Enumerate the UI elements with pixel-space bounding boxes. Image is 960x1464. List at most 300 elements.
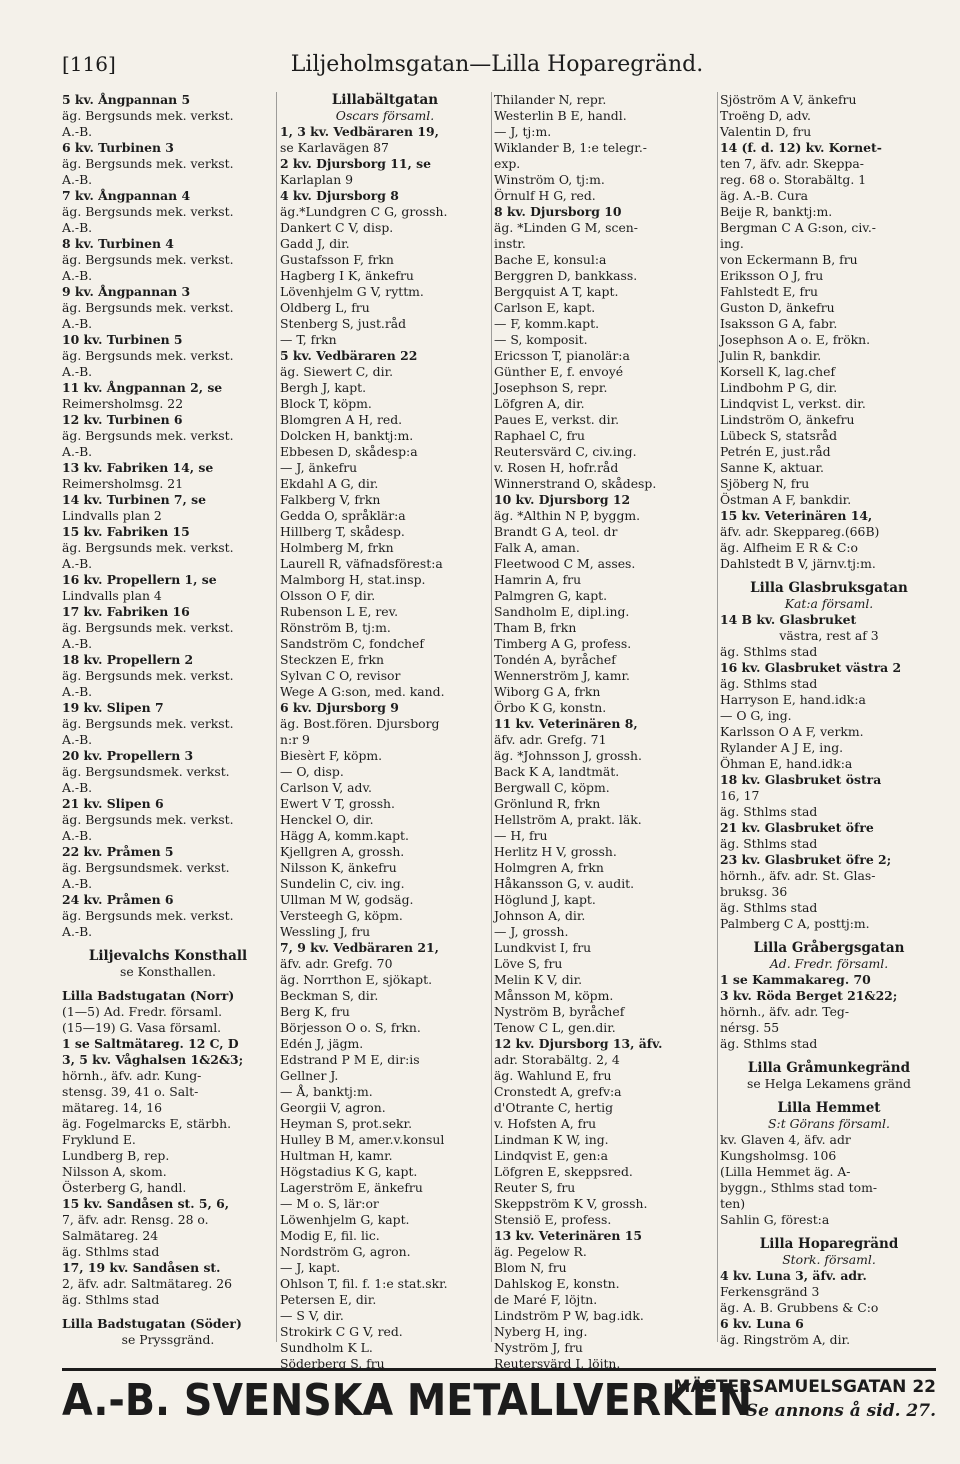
directory-entry: Herlitz H V, grossh.: [494, 844, 617, 859]
directory-entry: Grönlund R, frkn: [494, 796, 601, 811]
directory-entry: 24 kv. Pråmen 6: [62, 892, 174, 907]
directory-entry: — H, fru: [494, 828, 548, 843]
directory-entry: mätareg. 14, 16: [62, 1100, 162, 1115]
directory-entry: Paues E, verkst. dir.: [494, 412, 620, 427]
directory-entry: Falk A, aman.: [494, 540, 580, 555]
directory-entry: Hillberg T, skådesp.: [280, 524, 405, 539]
column-2: [280, 92, 490, 1371]
spacer: [62, 1308, 274, 1316]
directory-entry: Löfgren E, skeppsred.: [494, 1164, 633, 1179]
directory-entry: 9 kv. Ångpannan 3: [62, 284, 191, 299]
directory-entry: Edstrand P M E, dir:is: [280, 1052, 420, 1067]
directory-entry: 14 (f. d. 12) kv. Kornet-: [720, 140, 882, 155]
directory-entry: Gustafsson F, frkn: [280, 252, 394, 267]
column-divider: [717, 92, 718, 1342]
directory-entry: Reuter S, fru: [494, 1180, 576, 1195]
spacer: [62, 980, 274, 988]
directory-entry: 7, äfv. adr. Rensg. 28 o.: [62, 1212, 209, 1227]
directory-entry: Rylander A J E, ing.: [720, 740, 844, 755]
directory-entry: Holmgren A, frkn: [494, 860, 604, 875]
directory-entry: Georgii V, agron.: [280, 1100, 386, 1115]
directory-entry: Ferkensgränd 3: [720, 1284, 820, 1299]
directory-entry: A.-B.: [62, 732, 93, 747]
column-3: [494, 92, 716, 1371]
directory-entry: Bergwall C, köpm.: [494, 780, 610, 795]
directory-entry: 6 kv. Turbinen 3: [62, 140, 174, 155]
spacer: [720, 1052, 938, 1060]
directory-entry: A.-B.: [62, 316, 93, 331]
directory-entry: Ullman M W, godsäg.: [280, 892, 414, 907]
directory-entry: 15 kv. Fabriken 15: [62, 524, 190, 539]
directory-entry: 6 kv. Luna 6: [720, 1316, 804, 1331]
directory-entry: Stenberg S, just.råd: [280, 316, 407, 331]
directory-entry: Sjöström A V, änkefru: [720, 92, 857, 107]
directory-entry: Winström O, tj:m.: [494, 172, 605, 187]
directory-entry: A.-B.: [62, 876, 93, 891]
directory-entry: von Eckermann B, fru: [720, 252, 858, 267]
directory-entry: Lilla Badstugatan (Söder): [62, 1316, 242, 1331]
directory-entry: 5 kv. Vedbäraren 22: [280, 348, 418, 363]
directory-entry: Beije R, banktj:m.: [720, 204, 833, 219]
spacer: [720, 932, 938, 940]
directory-entry: 3 kv. Röda Berget 21&22;: [720, 988, 898, 1003]
column-4: [720, 92, 938, 1347]
advert-address: MÄSTERSAMUELSGATAN 22: [673, 1377, 936, 1397]
directory-entry: Lundkvist I, fru: [494, 940, 592, 955]
directory-entry: äg. Sthlms stad: [720, 900, 818, 915]
directory-entry: 17, 19 kv. Sandåsen st.: [62, 1260, 221, 1275]
directory-entry: Ewert V T, grossh.: [280, 796, 395, 811]
directory-entry: Dolcken H, banktj:m.: [280, 428, 414, 443]
column-1: [62, 92, 274, 1347]
advertisement-banner: [62, 1368, 936, 1427]
directory-entry: Petersen E, dir.: [280, 1292, 377, 1307]
directory-entry: Hagberg I K, änkefru: [280, 268, 414, 283]
directory-entry: byggn., Sthlms stad tom-: [720, 1180, 878, 1195]
directory-entry: Wege A G:son, med. kand.: [280, 684, 445, 699]
directory-entry: Melin K V, dir.: [494, 972, 583, 987]
directory-entry: Back K A, landtmät.: [494, 764, 620, 779]
directory-entry: 6 kv. Djursborg 9: [280, 700, 399, 715]
directory-entry: äg. *Johnsson J, grossh.: [494, 748, 642, 763]
directory-entry: äg. Bergsunds mek. verkst.: [62, 108, 234, 123]
directory-entry: Salmätareg. 24: [62, 1228, 159, 1243]
directory-entry: Lindbohm P G, dir.: [720, 380, 838, 395]
directory-entry: Laurell R, väfnadsförest:a: [280, 556, 443, 571]
directory-entry: Strokirk C G V, red.: [280, 1324, 403, 1339]
directory-entry: Örnulf H G, red.: [494, 188, 596, 203]
directory-entry: Reimersholmsg. 21: [62, 476, 184, 491]
directory-entry: 1 se Saltmätareg. 12 C, D: [62, 1036, 239, 1051]
directory-entry: — S V, dir.: [280, 1308, 344, 1323]
directory-entry: ten 7, äfv. adr. Skeppa-: [720, 156, 864, 171]
directory-entry: äg. Sthlms stad: [720, 836, 818, 851]
directory-entry: Lundberg B, rep.: [62, 1148, 170, 1163]
directory-entry: 7 kv. Ångpannan 4: [62, 188, 191, 203]
directory-entry: instr.: [494, 236, 526, 251]
directory-entry: äg. Sthlms stad: [62, 1292, 160, 1307]
directory-entry: Sanne K, aktuar.: [720, 460, 824, 475]
directory-entry: Wennerström J, kamr.: [494, 668, 630, 683]
directory-entry: Nyström B, byråchef: [494, 1004, 625, 1019]
directory-entry: äg. Sthlms stad: [720, 1036, 818, 1051]
directory-entry: nérsg. 55: [720, 1020, 780, 1035]
directory-entry: Lindqvist E, gen:a: [494, 1148, 609, 1163]
spacer: [720, 1228, 938, 1236]
directory-entry: Block T, köpm.: [280, 396, 372, 411]
directory-entry: Sylvan C O, revisor: [280, 668, 401, 683]
directory-entry: Troëng D, adv.: [720, 108, 811, 123]
directory-entry: A.-B.: [62, 684, 93, 699]
directory-entry: Lindvalls plan 2: [62, 508, 162, 523]
directory-entry: Tenow C L, gen.dir.: [494, 1020, 616, 1035]
directory-entry: stensg. 39, 41 o. Salt-: [62, 1084, 199, 1099]
directory-entry: Nilsson A, skom.: [62, 1164, 167, 1179]
directory-entry: Raphael C, fru: [494, 428, 585, 443]
directory-entry: Kungsholmsg. 106: [720, 1148, 837, 1163]
directory-entry: Reutersvärd I, löjtn.: [494, 1356, 621, 1371]
directory-entry: 21 kv. Slipen 6: [62, 796, 164, 811]
directory-entry: Julin R, bankdir.: [720, 348, 822, 363]
directory-entry: Bergh J, kapt.: [280, 380, 367, 395]
directory-entry: — J, änkefru: [280, 460, 358, 475]
directory-entry: A.-B.: [62, 828, 93, 843]
street-heading: Lilla Hoparegränd: [759, 1236, 899, 1252]
directory-entry: Nyström J, fru: [494, 1340, 583, 1355]
directory-entry: 14 B kv. Glasbruket: [720, 612, 857, 627]
directory-entry: A.-B.: [62, 444, 93, 459]
directory-entry: Gedda O, språklär:a: [280, 508, 406, 523]
directory-entry: Winnerstrand O, skådesp.: [494, 476, 657, 491]
directory-entry: 13 kv. Fabriken 14, se: [62, 460, 214, 475]
directory-entry: Edén J, jägm.: [280, 1036, 364, 1051]
directory-entry: Palmgren G, kapt.: [494, 588, 608, 603]
directory-entry: Dankert C V, disp.: [280, 220, 394, 235]
directory-entry: Bergquist A T, kapt.: [494, 284, 619, 299]
directory-entry: Dahlstedt B V, järnv.tj:m.: [720, 556, 876, 571]
directory-entry: — Å, banktj:m.: [280, 1084, 373, 1099]
directory-entry: Månsson M, köpm.: [494, 988, 614, 1003]
directory-entry: Henckel O, dir.: [280, 812, 374, 827]
directory-entry: Öhman E, hand.idk:a: [720, 756, 853, 771]
directory-entry: Ebbesen D, skådesp:a: [280, 444, 418, 459]
directory-entry: Rönström B, tj:m.: [280, 620, 391, 635]
column-divider: [491, 92, 492, 1342]
directory-entry: Guston D, änkefru: [720, 300, 835, 315]
directory-entry: se Konsthallen.: [120, 964, 216, 979]
directory-entry: Berg K, fru: [280, 1004, 350, 1019]
directory-entry: Isaksson G A, fabr.: [720, 316, 838, 331]
directory-entry: 4 kv. Luna 3, äfv. adr.: [720, 1268, 867, 1283]
directory-entry: Högstadius K G, kapt.: [280, 1164, 418, 1179]
directory-entry: äg. Bergsunds mek. verkst.: [62, 348, 234, 363]
directory-entry: Fryklund E.: [62, 1132, 136, 1147]
directory-entry: 4 kv. Djursborg 8: [280, 188, 399, 203]
directory-entry: A.-B.: [62, 220, 93, 235]
directory-entry: äg. A. B. Grubbens & C:o: [720, 1300, 879, 1315]
directory-entry: Örbo K G, konstn.: [494, 700, 607, 715]
directory-entry: 16 kv. Propellern 1, se: [62, 572, 217, 587]
directory-entry: Reimersholmsg. 22: [62, 396, 184, 411]
directory-entry: äg. Sthlms stad: [720, 644, 818, 659]
directory-entry: Valentin D, fru: [720, 124, 812, 139]
directory-entry: Wessling J, fru: [280, 924, 371, 939]
directory-entry: Lövenhjelm G V, ryttm.: [280, 284, 424, 299]
directory-entry: Korsell K, lag.chef: [720, 364, 836, 379]
directory-entry: äg. Bergsunds mek. verkst.: [62, 428, 234, 443]
directory-entry: A.-B.: [62, 636, 93, 651]
directory-entry: Günther E, f. envoyé: [494, 364, 624, 379]
directory-entry: d'Otrante C, hertig: [494, 1100, 614, 1115]
directory-entry: Nyberg H, ing.: [494, 1324, 588, 1339]
directory-entry: äg. Fogelmarcks E, stärbh.: [62, 1116, 232, 1131]
page-number: [116]: [62, 52, 116, 76]
directory-entry: 12 kv. Turbinen 6: [62, 412, 183, 427]
directory-entry: Håkansson G, v. audit.: [494, 876, 635, 891]
directory-entry: Hulley B M, amer.v.konsul: [280, 1132, 445, 1147]
directory-entry: Löfgren A, dir.: [494, 396, 585, 411]
directory-entry: se Pryssgränd.: [121, 1332, 215, 1347]
directory-entry: se Karlavägen 87: [280, 140, 389, 155]
directory-entry: äg. Siewert C, dir.: [280, 364, 394, 379]
directory-entry: äg. Bergsunds mek. verkst.: [62, 908, 234, 923]
directory-entry: 10 kv. Djursborg 12: [494, 492, 631, 507]
directory-entry: 17 kv. Fabriken 16: [62, 604, 190, 619]
directory-entry: A.-B.: [62, 924, 93, 939]
directory-entry: Gadd J, dir.: [280, 236, 350, 251]
directory-entry: adr. Storabältg. 2, 4: [494, 1052, 620, 1067]
directory-entry: hörnh., äfv. adr. Kung-: [62, 1068, 202, 1083]
directory-entry: 18 kv. Glasbruket östra: [720, 772, 882, 787]
directory-entry: reg. 68 o. Storabältg. 1: [720, 172, 867, 187]
directory-entry: Versteegh G, köpm.: [280, 908, 403, 923]
directory-entry: Cronstedt A, grefv:a: [494, 1084, 622, 1099]
directory-entry: ten): [720, 1196, 746, 1211]
directory-entry: Brandt G A, teol. dr: [494, 524, 618, 539]
directory-entry: — J, kapt.: [280, 1260, 341, 1275]
directory-entry: äg. Bergsunds mek. verkst.: [62, 812, 234, 827]
directory-entry: Löve S, fru: [494, 956, 563, 971]
directory-entry: n:r 9: [280, 732, 310, 747]
directory-entry: Stensiö E, profess.: [494, 1212, 612, 1227]
directory-entry: 15 kv. Sandåsen st. 5, 6,: [62, 1196, 230, 1211]
directory-entry: Blomgren A H, red.: [280, 412, 403, 427]
directory-entry: Thilander N, repr.: [494, 92, 607, 107]
directory-entry: Hellström A, prakt. läk.: [494, 812, 642, 827]
directory-entry: Wiklander B, 1:e telegr.-: [494, 140, 647, 155]
directory-entry: Karlsson O A F, verkm.: [720, 724, 864, 739]
directory-entry: äg. Wahlund E, fru: [494, 1068, 612, 1083]
directory-entry: v. Hofsten A, fru: [494, 1116, 597, 1131]
directory-entry: Oscars församl.: [335, 108, 435, 123]
directory-entry: Heyman S, prot.sekr.: [280, 1116, 413, 1131]
directory-entry: — O G, ing.: [720, 708, 792, 723]
directory-entry: Sundholm K L.: [280, 1340, 373, 1355]
directory-entry: Harryson E, hand.idk:a: [720, 692, 866, 707]
directory-entry: Josephson S, repr.: [494, 380, 608, 395]
directory-entry: Petrén E, just.råd: [720, 444, 831, 459]
directory-entry: 12 kv. Djursborg 13, äfv.: [494, 1036, 663, 1051]
directory-entry: äg. Bergsunds mek. verkst.: [62, 156, 234, 171]
advert-company: A.-B. SVENSKA METALLVERKEN: [62, 1375, 753, 1426]
directory-entry: äg. Pegelow R.: [494, 1244, 587, 1259]
column-divider: [276, 92, 277, 1342]
directory-entry: Lindman K W, ing.: [494, 1132, 609, 1147]
directory-entry: Sahlin G, förest:a: [720, 1212, 830, 1227]
directory-entry: äfv. adr. Grefg. 71: [494, 732, 607, 747]
directory-entry: 14 kv. Turbinen 7, se: [62, 492, 207, 507]
directory-entry: Ericsson T, pianolär:a: [494, 348, 630, 363]
page-header: [62, 52, 932, 82]
directory-entry: Hamrin A, fru: [494, 572, 582, 587]
directory-entry: äg. Sthlms stad: [720, 804, 818, 819]
directory-entry: Lübeck S, statsråd: [720, 428, 838, 443]
directory-entry: 1 se Kammakareg. 70: [720, 972, 871, 987]
directory-entry: 19 kv. Slipen 7: [62, 700, 164, 715]
directory-entry: Söderberg S, fru: [280, 1356, 385, 1371]
directory-entry: 11 kv. Ångpannan 2, se: [62, 380, 223, 395]
spacer: [720, 572, 938, 580]
directory-entry: Fleetwood C M, asses.: [494, 556, 636, 571]
directory-entry: Malmborg H, stat.insp.: [280, 572, 426, 587]
directory-entry: 11 kv. Veterinären 8,: [494, 716, 638, 731]
directory-entry: — J, tj:m.: [494, 124, 552, 139]
directory-entry: äg. Ringström A, dir.: [720, 1332, 851, 1347]
directory-entry: Sandholm E, dipl.ing.: [494, 604, 630, 619]
directory-entry: äg. Sthlms stad: [720, 676, 818, 691]
directory-entry: Falkberg V, frkn: [280, 492, 381, 507]
directory-entry: Sandström C, fondchef: [280, 636, 424, 651]
directory-entry: — F, komm.kapt.: [494, 316, 600, 331]
directory-entry: Nilsson K, änkefru: [280, 860, 397, 875]
directory-entry: äg. Bergsunds mek. verkst.: [62, 300, 234, 315]
directory-entry: 15 kv. Veterinären 14,: [720, 508, 873, 523]
directory-entry: äg. Bergsunds mek. verkst.: [62, 668, 234, 683]
directory-entry: 23 kv. Glasbruket öfre 2;: [720, 852, 892, 867]
directory-entry: Österberg G, handl.: [62, 1180, 187, 1195]
directory-entry: äg. Bost.fören. Djursborg: [280, 716, 440, 731]
directory-entry: 20 kv. Propellern 3: [62, 748, 194, 763]
directory-entry: exp.: [494, 156, 521, 171]
directory-entry: Josephson A o. E, frökn.: [720, 332, 871, 347]
directory-entry: Hägg A, komm.kapt.: [280, 828, 409, 843]
directory-entry: bruksg. 36: [720, 884, 788, 899]
advert-note: Se annons å sid. 27.: [745, 1401, 936, 1421]
directory-entry: Oldberg L, fru: [280, 300, 370, 315]
directory-entry: hörnh., äfv. adr. St. Glas-: [720, 868, 876, 883]
directory-entry: Eriksson O J, fru: [720, 268, 824, 283]
directory-entry: Nordström G, agron.: [280, 1244, 411, 1259]
directory-entry: Berggren D, bankkass.: [494, 268, 638, 283]
directory-entry: — O, disp.: [280, 764, 344, 779]
directory-entry: västra, rest af 3: [779, 628, 879, 643]
directory-entry: äfv. adr. Grefg. 70: [280, 956, 393, 971]
directory-entry: Ad. Fredr. församl.: [769, 956, 889, 971]
directory-entry: Sundelin C, civ. ing.: [280, 876, 405, 891]
directory-entry: A.-B.: [62, 268, 93, 283]
directory-entry: v. Rosen H, hofr.råd: [494, 460, 619, 475]
page-title: Liljeholmsgatan—Lilla Hoparegränd.: [290, 52, 704, 77]
directory-entry: Carlson E, kapt.: [494, 300, 596, 315]
directory-entry: äg. Bergsundsmek. verkst.: [62, 860, 230, 875]
street-heading: Lilla Gråbergsgatan: [753, 940, 905, 956]
directory-entry: äg. Bergsunds mek. verkst.: [62, 540, 234, 555]
directory-entry: äg. A.-B. Cura: [720, 188, 809, 203]
directory-entry: Lagerström E, änkefru: [280, 1180, 423, 1195]
directory-entry: A.-B.: [62, 780, 93, 795]
directory-entry: — J, grossh.: [494, 924, 569, 939]
directory-entry: Modig E, fil. lic.: [280, 1228, 380, 1243]
directory-entry: Kjellgren A, grossh.: [280, 844, 405, 859]
directory-entry: S:t Görans församl.: [768, 1116, 890, 1131]
street-heading: Liljevalchs Konsthall: [88, 948, 248, 964]
directory-entry: de Maré F, löjtn.: [494, 1292, 598, 1307]
directory-entry: Lindvalls plan 4: [62, 588, 162, 603]
directory-entry: Kat:a församl.: [784, 596, 874, 611]
street-heading: Lilla Gråmunkegränd: [747, 1060, 911, 1076]
directory-entry: (1—5) Ad. Fredr. församl.: [62, 1004, 223, 1019]
directory-entry: 16, 17: [720, 788, 760, 803]
directory-entry: se Helga Lekamens gränd: [747, 1076, 911, 1091]
directory-entry: Börjesson O o. S, frkn.: [280, 1020, 421, 1035]
directory-entry: äg. Bergsunds mek. verkst.: [62, 204, 234, 219]
directory-entry: Timberg A G, profess.: [494, 636, 632, 651]
directory-entry: 5 kv. Ångpannan 5: [62, 92, 191, 107]
directory-entry: äg. Bergsunds mek. verkst.: [62, 620, 234, 635]
directory-entry: kv. Glaven 4, äfv. adr: [720, 1132, 851, 1147]
directory-entry: Rubenson L E, rev.: [280, 604, 399, 619]
directory-entry: Tondén A, byråchef: [494, 652, 616, 667]
directory-entry: Westerlin B E, handl.: [494, 108, 627, 123]
directory-entry: 22 kv. Pråmen 5: [62, 844, 174, 859]
directory-entry: 16 kv. Glasbruket västra 2: [720, 660, 902, 675]
directory-entry: 10 kv. Turbinen 5: [62, 332, 183, 347]
directory-entry: hörnh., äfv. adr. Teg-: [720, 1004, 850, 1019]
directory-entry: ing.: [720, 236, 744, 251]
directory-entry: Blom N, fru: [494, 1260, 567, 1275]
directory-entry: 2, äfv. adr. Saltmätareg. 26: [62, 1276, 233, 1291]
directory-entry: 7, 9 kv. Vedbäraren 21,: [280, 940, 439, 955]
directory-entry: Palmberg C A, posttj:m.: [720, 916, 870, 931]
street-heading: Lillabältgatan: [331, 92, 439, 108]
directory-entry: Olsson O F, dir.: [280, 588, 376, 603]
directory-entry: 2 kv. Djursborg 11, se: [280, 156, 432, 171]
directory-entry: A.-B.: [62, 364, 93, 379]
directory-entry: 18 kv. Propellern 2: [62, 652, 194, 667]
directory-entry: äfv. adr. Skeppareg.(66B): [720, 524, 880, 539]
directory-entry: Dahlskog E, konstn.: [494, 1276, 620, 1291]
directory-entry: Löwenhjelm G, kapt.: [280, 1212, 410, 1227]
directory-entry: Skeppström K V, grossh.: [494, 1196, 648, 1211]
spacer: [720, 1092, 938, 1100]
directory-entry: Lindström P W, bag.idk.: [494, 1308, 644, 1323]
directory-entry: Hultman H, kamr.: [280, 1148, 393, 1163]
spacer: [62, 940, 274, 948]
directory-entry: 21 kv. Glasbruket öfre: [720, 820, 874, 835]
directory-entry: äg. Bergsundsmek. verkst.: [62, 764, 230, 779]
directory-entry: — T, frkn: [280, 332, 337, 347]
directory-entry: Johnson A, dir.: [494, 908, 586, 923]
directory-entry: Fahlstedt E, fru: [720, 284, 819, 299]
directory-entry: 13 kv. Veterinären 15: [494, 1228, 642, 1243]
street-heading: Lilla Glasbruksgatan: [750, 580, 908, 596]
directory-entry: äg. Norrthon E, sjökapt.: [280, 972, 433, 987]
directory-entry: äg.*Lundgren C G, grossh.: [280, 204, 448, 219]
directory-entry: (15—19) G. Vasa församl.: [62, 1020, 222, 1035]
directory-entry: 3, 5 kv. Våghalsen 1&2&3;: [62, 1052, 244, 1067]
directory-entry: Lindström O, änkefru: [720, 412, 855, 427]
directory-entry: 8 kv. Djursborg 10: [494, 204, 622, 219]
